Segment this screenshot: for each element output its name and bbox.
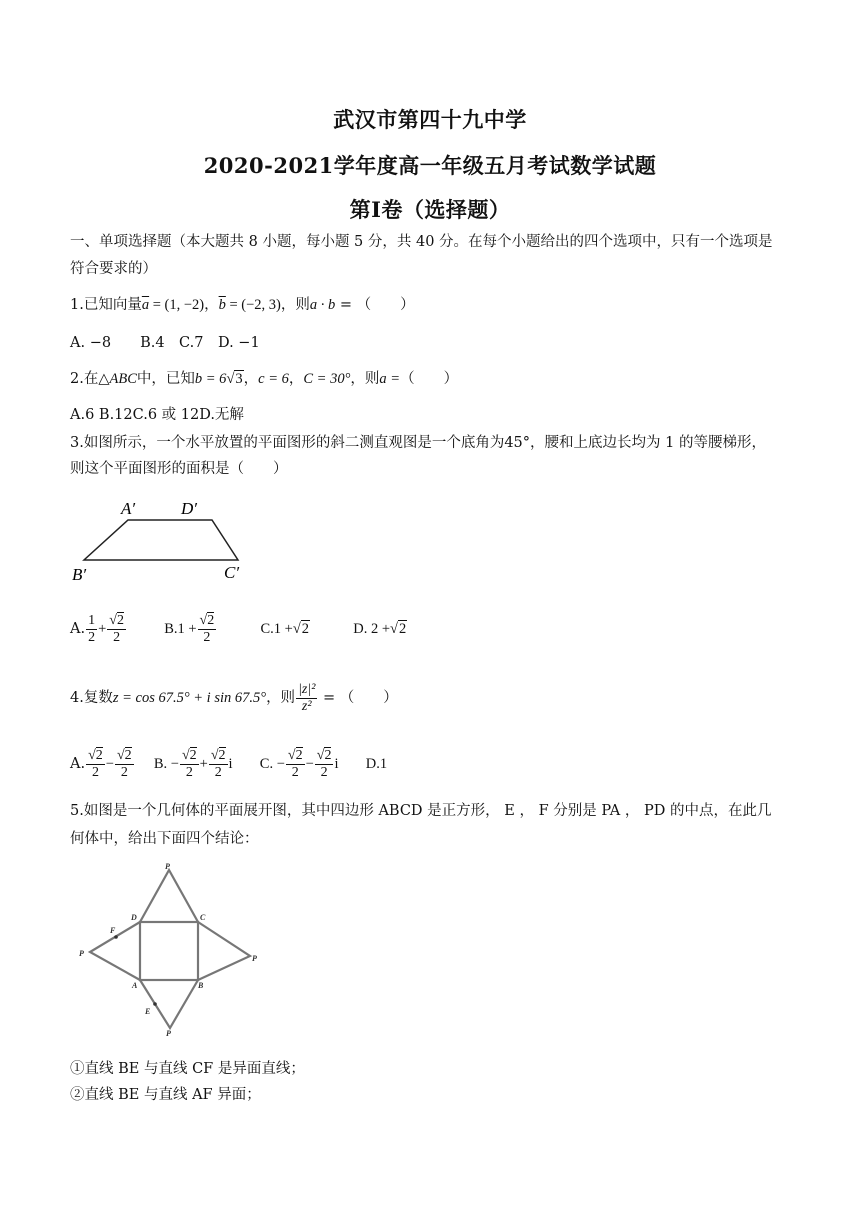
q4-fraction xyxy=(296,682,317,715)
q1-vector-b: $\overline{b}$ xyxy=(218,297,226,313)
point-E xyxy=(153,1002,157,1006)
frac xyxy=(86,748,105,781)
q4-option-b-label: B. − xyxy=(153,756,179,772)
q5-conclusion-2: ②直线 BE 与直线 AF 异面； xyxy=(70,1087,261,1103)
q2-stem: 2.在△ABC中，已知b = 6√3，c = 6，C = 30°，则a =（ ） xyxy=(70,371,459,387)
label-D: D xyxy=(131,913,137,922)
frac-den: 2 xyxy=(203,629,211,645)
radicand: 2 xyxy=(399,621,407,637)
q4-text-b: ，则 xyxy=(266,690,296,706)
frac-num: |z|² xyxy=(298,681,316,697)
radicand: 2 xyxy=(324,747,332,763)
q2-sqrt-radicand: 3 xyxy=(235,371,243,387)
q3-options xyxy=(70,610,800,648)
frac-num: √2 xyxy=(181,747,197,763)
part-title: 第Ⅰ卷（选择题） xyxy=(349,197,511,222)
q1-vector-a-value: = (1, −2) xyxy=(149,297,205,313)
frac xyxy=(180,748,199,781)
frac xyxy=(315,748,334,781)
frac-num: √2 xyxy=(316,747,332,763)
q4-text-a: 4.复数 xyxy=(70,690,113,706)
frac-num: √2 xyxy=(199,612,215,628)
label-D-prime: D′ xyxy=(181,499,197,518)
radicand: 2 xyxy=(218,747,226,763)
frac-num: 1 xyxy=(88,612,96,628)
q2-b-value: b = 6 xyxy=(194,371,227,387)
q4-imag-unit: i xyxy=(334,756,339,772)
radicand: 2 xyxy=(95,747,103,763)
exam-title: 2020-2021学年度高一年级五月考试数学试题 xyxy=(203,153,657,178)
q3-option-c-sqrt: √2 xyxy=(292,621,310,637)
q3-option-d: D. 2 + xyxy=(353,621,391,637)
label-E: E xyxy=(145,1007,151,1016)
q4-plus: + xyxy=(199,756,208,772)
frac-den: 2 xyxy=(185,764,193,780)
frac-den: 2 xyxy=(120,764,128,780)
q3-option-b-label: B.1 + xyxy=(164,621,197,637)
q1-text-c: = （ ） xyxy=(335,297,415,313)
q1-stem xyxy=(70,294,800,316)
frac-den: 2 xyxy=(88,629,96,645)
radicand: 2 xyxy=(116,612,124,628)
radicand: 2 xyxy=(301,621,310,637)
radicand: 2 xyxy=(207,612,215,628)
label-P-top: P xyxy=(165,862,170,871)
frac-num: √2 xyxy=(116,747,132,763)
trapezoid-shape xyxy=(84,520,238,560)
q3-trapezoid-figure xyxy=(70,496,260,588)
q3-line2: 则这个平面图形的面积是（ ） xyxy=(70,461,288,477)
label-B-prime: B′ xyxy=(72,565,87,584)
q5-conclusion-1: ①直线 BE 与直线 CF 是异面直线； xyxy=(70,1061,305,1077)
q2-c-value: c = 6 xyxy=(258,371,289,387)
q2-text-a: 2.在 xyxy=(70,371,99,387)
frac xyxy=(286,748,305,781)
q3-option-d-sqrt: √2 xyxy=(390,621,407,637)
q2-sqrt: √3 xyxy=(226,371,243,387)
q1-text-b: ，则 xyxy=(280,297,310,313)
q3-line1: 3.如图所示，一个水平放置的平面图形的斜二测直观图是一个底角为45°，腰和上底边长均为 1 的等腰梯形， xyxy=(70,435,766,451)
label-F: F xyxy=(110,926,116,935)
net-square xyxy=(140,922,198,980)
q2-text-c: ，则 xyxy=(350,371,380,387)
q2-options: A.6 B.12C.6 或 12D.无解 xyxy=(70,407,244,423)
label-A: A xyxy=(132,981,138,990)
frac-den: 2 xyxy=(91,764,99,780)
q2-text-d: （ ） xyxy=(400,371,459,387)
frac-num: √2 xyxy=(287,747,303,763)
q4-stem xyxy=(70,678,800,718)
q3-option-a-label: A. xyxy=(70,621,86,637)
q3-option-c: C.1 + xyxy=(260,621,293,637)
q3-frac-1-2 xyxy=(86,613,97,646)
frac xyxy=(115,748,134,781)
q3-plus: + xyxy=(98,621,107,637)
frac xyxy=(209,748,228,781)
label-P-bottom: P xyxy=(166,1029,171,1036)
q1-vector-b-value: = (−2, 3) xyxy=(225,297,281,313)
school-title: 武汉市第四十九中学 xyxy=(333,107,527,132)
q2-text-b: 中，已知 xyxy=(136,371,195,387)
q4-option-c-label: C. − xyxy=(259,756,285,772)
q4-minus: − xyxy=(105,756,114,772)
q5-line2: 何体中，给出下面四个结论： xyxy=(70,831,259,847)
frac-den: 2 xyxy=(320,764,328,780)
q4-imag-unit: i xyxy=(228,756,233,772)
q2-a-unknown: a = xyxy=(379,371,401,387)
frac-den: z² xyxy=(301,698,312,714)
frac-num: √2 xyxy=(210,747,226,763)
q4-option-a-label: A. xyxy=(70,756,86,772)
label-A-prime: A′ xyxy=(121,499,136,518)
q4-minus: − xyxy=(305,756,314,772)
q1-dot-product: a · b xyxy=(309,297,336,313)
frac-num: √2 xyxy=(88,747,103,763)
frac-den: 2 xyxy=(214,764,222,780)
frac-den: 2 xyxy=(291,764,299,780)
q1-text-a: 1.已知向量 xyxy=(70,297,142,313)
q1-sep: ， xyxy=(204,297,219,313)
frac-num: √2 xyxy=(109,612,124,628)
q1-options: A. −8 B.4 C.7 D. −1 xyxy=(70,335,260,351)
q4-option-d: D.1 xyxy=(365,756,388,772)
radicand: 2 xyxy=(295,747,303,763)
point-F xyxy=(114,935,118,939)
q5-line1: 5.如图是一个几何体的平面展开图，其中四边形 ABCD 是正方形， E ， F 分别是 PA ， PD 的中点，在此几 xyxy=(70,803,772,819)
q2-triangle: △ABC xyxy=(98,371,137,387)
frac-den: 2 xyxy=(113,629,121,645)
label-C: C xyxy=(200,913,206,922)
radicand: 2 xyxy=(124,747,132,763)
label-C-prime: C′ xyxy=(224,563,240,582)
q1-vector-a: $\overline{a}$ xyxy=(141,297,150,313)
net-bottom-triangle xyxy=(140,980,198,1028)
q4-text-c: = （ ） xyxy=(318,690,398,706)
label-P-left: P xyxy=(79,949,84,958)
q2-angle-C: C = 30° xyxy=(303,371,351,387)
radicand: 2 xyxy=(189,747,197,763)
label-P-right: P xyxy=(252,954,257,963)
net-top-triangle xyxy=(140,870,198,922)
net-right-triangle xyxy=(198,922,250,980)
q4-options xyxy=(70,744,800,784)
q5-net-figure xyxy=(76,860,276,1036)
q4-z-definition: z = cos 67.5° + i sin 67.5° xyxy=(112,690,267,706)
label-B: B xyxy=(198,981,204,990)
q3-frac-b xyxy=(198,613,217,646)
section-intro-line2: 符合要求的） xyxy=(70,261,157,277)
section-intro-line1: 一、单项选择题（本大题共 8 小题，每小题 5 分，共 40 分。在每个小题给出的四个选项中，只有一个选项是 xyxy=(70,234,773,250)
q3-frac-sqrt2-2 xyxy=(107,613,126,646)
